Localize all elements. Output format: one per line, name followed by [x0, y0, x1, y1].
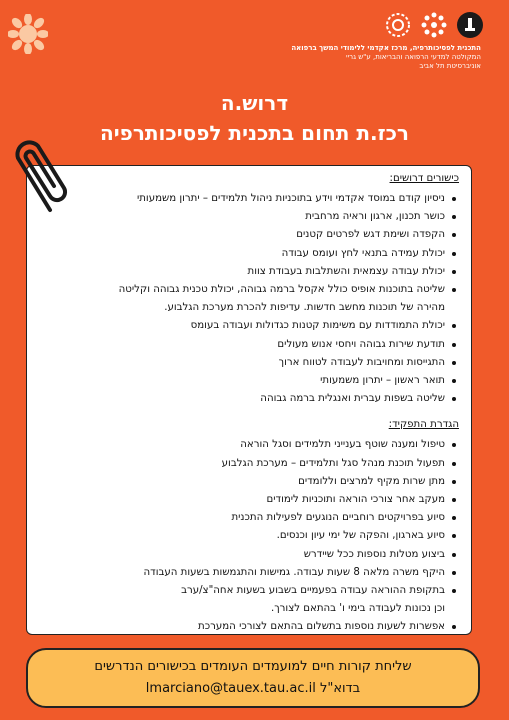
- gear-logo-icon: [383, 10, 413, 40]
- list-item: כושר תכנון, ארגון וראיה מרחבית: [37, 208, 445, 226]
- title-line-2: רכז.ת תחום בתכנית לפסיכותרפיה: [100, 121, 409, 145]
- list-item: תואר ראשון – יתרון משמעותי: [37, 372, 445, 390]
- list-item: בתקופת ההוראה עבודה בפעמיים בשבוע בשעות אחה"צ/ערב: [37, 582, 445, 600]
- list-item: מתן שרות מקיף למרצים וללומדים: [37, 473, 445, 491]
- list-item: יכולת התמודדות עם משימות קטנות כגדולות ועבודה בעומס: [37, 317, 445, 335]
- list-item-continuation: מהירה של תוכנות מחשב חדשות. עדיפות להכרת מערכת הגלבוע.: [164, 302, 445, 314]
- list-item: שליטה בתוכנות אופיס כולל אקסל ברמה גבוהה, יכולת טכנית גבוהה וקליטה: [37, 281, 445, 299]
- list-item: התגייסות ומחויבות לעבודה לטווח ארוך: [37, 354, 445, 372]
- list-item: היקף משרה מלאה 8 שעות עבודה. גמישות והתגמשות בשעות העבודה: [37, 564, 445, 582]
- requirements-title: כישורים דרושים:: [389, 173, 459, 184]
- page-title: [0, 90, 509, 146]
- job-title: הגדרת התפקיד:: [388, 419, 459, 431]
- paperclip-icon: [6, 124, 70, 216]
- list-item: אפשרות לשעות נוספות בתשלום בהתאם לצורכי המערכת: [37, 618, 445, 636]
- flower-icon: [8, 14, 48, 54]
- job-list: [37, 436, 459, 636]
- list-item: יכולת עמידה בתנאי לחץ ועומס עבודה: [37, 245, 445, 263]
- content-card: [26, 165, 472, 635]
- requirements-list: [37, 190, 459, 408]
- list-item: טיפול ומענה שוטף בענייני תלמידים וסגל הוראה: [37, 436, 445, 454]
- footer-line-1: שליחת קורות חיים למועמדים העומדים בכישורים הנדרשים: [94, 659, 412, 674]
- list-item: סיוע בפרויקטים רוחביים הנוגעים לפעילות התכנית: [37, 509, 445, 527]
- list-item: ניסיון קודם במוסד אקדמי וידע בתוכניות ניהול תלמידים – יתרון משמעותי: [37, 190, 445, 208]
- list-item: ביצוע מטלות נוספות ככל שיידרש: [37, 546, 445, 564]
- footer-email[interactable]: בדוא"ל lmarciano@tauex.tau.ac.il: [145, 681, 361, 696]
- list-item: יכולת עבודה עצמאית והשתלבות בעבודת צוות: [37, 263, 445, 281]
- list-item: תפעול תוכנת מנהל סגל ותלמידים – מערכת הגלבוע: [37, 455, 445, 473]
- university-logo-icon: [455, 10, 485, 40]
- list-item: תודעת שירות גבוהה ויחסי אנוש מעולים: [37, 336, 445, 354]
- list-item: הקפדה ושימת דגש לפרטים קטנים: [37, 226, 445, 244]
- dots-logo-icon: [419, 10, 449, 40]
- institution-text: [141, 44, 481, 71]
- institution-line-2: המקולטה למדעי הרפואה והבריאות, ע"ש גריי: [346, 53, 481, 61]
- institution-line-3: אוניברסיטת תל אביב: [419, 62, 481, 70]
- institution-line-1: התכנית לפסיכותרפיה, מרכז אקדמי ללימודי המשך ברפואה: [291, 44, 481, 52]
- logo-group: [383, 10, 485, 40]
- list-item: סיוע בארגון, והפקה של ימי עיון וכנסים.: [37, 527, 445, 545]
- title-line-1: דרוש.ה: [220, 91, 289, 115]
- list-item: מעקב אחר צורכי הוראה ותוכניות לימודים: [37, 491, 445, 509]
- list-item-continuation: וכן נכונות לעבודה בימי ו' בהתאם לצורך.: [270, 603, 445, 615]
- contact-footer: [26, 648, 480, 708]
- list-item: שליטה בשפות עברית ואנגלית ברמה גבוהה: [37, 390, 445, 408]
